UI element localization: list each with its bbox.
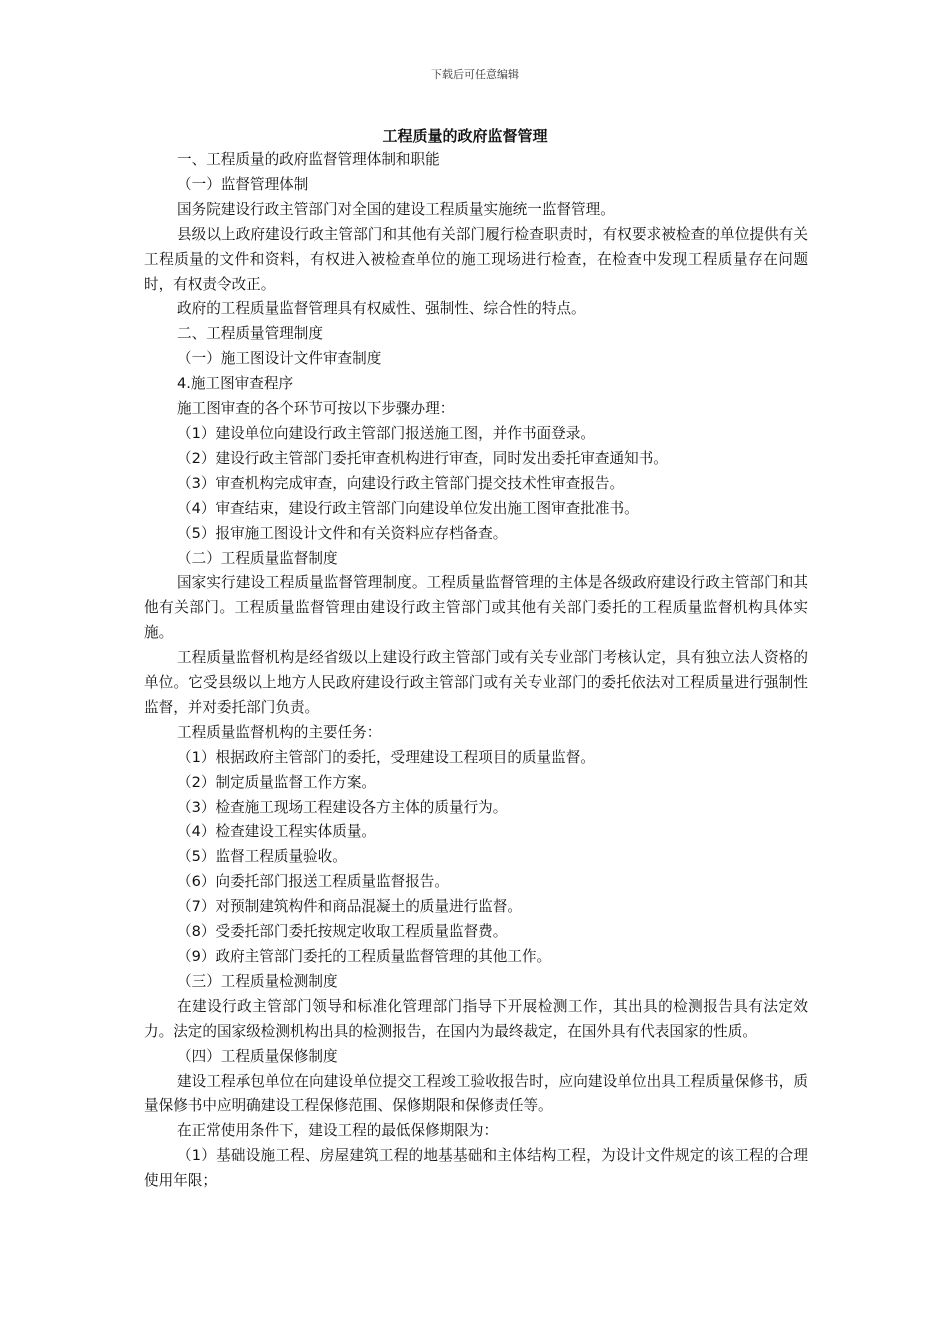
paragraph: 工程质量监督机构是经省级以上建设行政主管部门或有关专业部门考核认定，具有独立法人资格的单位。它受县级以上地方人民政府建设行政主管部门或有关专业部门的委托依法对工程质量进行强制性监督，并对委托部门负责。 xyxy=(144,649,808,716)
list-item: （1）基础设施工程、房屋建筑工程的地基基础和主体结构工程，为设计文件规定的该工程的合理使用年限； xyxy=(144,1147,808,1190)
subsection-heading: （一）施工图设计文件审查制度 xyxy=(177,350,382,368)
list-item: （2）制定质量监督工作方案。 xyxy=(177,773,377,791)
subsection-heading: （三）工程质量检测制度 xyxy=(177,972,338,990)
list-item: （8）受委托部门委托按规定收取工程质量监督费。 xyxy=(177,923,508,941)
section-heading: 二、工程质量管理制度 xyxy=(177,325,323,343)
item-heading: 4.施工图审查程序 xyxy=(177,375,294,393)
paragraph: 国家实行建设工程质量监督管理制度。工程质量监督管理的主体是各级政府建设行政主管部门和其他有关部门。工程质量监督管理由建设行政主管部门或其他有关部门委托的工程质量监督机构具体实施。 xyxy=(144,574,808,642)
header-note: 下载后可任意编辑 xyxy=(431,68,519,81)
paragraph: 在正常使用条件下，建设工程的最低保修期限为： xyxy=(177,1122,499,1140)
list-item: （4）检查建设工程实体质量。 xyxy=(177,823,377,841)
list-item: （5）监督工程质量验收。 xyxy=(177,848,347,866)
subsection-heading: （一）监督管理体制 xyxy=(177,175,309,193)
paragraph: 建设工程承包单位在向建设单位提交工程竣工验收报告时，应向建设单位出具工程质量保修书，质量保修书中应明确建设工程保修范围、保修期限和保修责任等。 xyxy=(144,1072,808,1115)
paragraph: 在建设行政主管部门领导和标准化管理部门指导下开展检测工作，其出具的检测报告具有法定效力。法定的国家级检测机构出具的检测报告，在国内为最终裁定，在国外具有代表国家的性质。 xyxy=(144,997,808,1040)
subsection-heading: （二）工程质量监督制度 xyxy=(177,549,338,567)
list-item: （6）向委托部门报送工程质量监督报告。 xyxy=(177,873,449,891)
list-item: （4）审查结束，建设行政主管部门向建设单位发出施工图审查批准书。 xyxy=(177,499,639,517)
paragraph: 工程质量监督机构的主要任务： xyxy=(177,723,382,741)
list-item: （3）检查施工现场工程建设各方主体的质量行为。 xyxy=(177,798,508,816)
subsection-heading: （四）工程质量保修制度 xyxy=(177,1047,338,1065)
list-item: （9）政府主管部门委托的工程质量监督管理的其他工作。 xyxy=(177,948,552,965)
list-item: （5）报审施工图设计文件和有关资料应存档备查。 xyxy=(177,524,508,542)
list-item: （1）建设单位向建设行政主管部门报送施工图，并作书面登录。 xyxy=(177,424,595,442)
paragraph: 政府的工程质量监督管理具有权威性、强制性、综合性的特点。 xyxy=(177,300,586,318)
paragraph: 县级以上政府建设行政主管部门和其他有关部门履行检查职责时，有权要求被检查的单位提供有关工程质量的文件和资料，有权进入被检查单位的施工现场进行检查，在检查中发现工程质量存在问题时，有权责令改正。 xyxy=(144,225,808,293)
paragraph: 国务院建设行政主管部门对全国的建设工程质量实施统一监督管理。 xyxy=(177,200,615,218)
document-body xyxy=(144,148,808,1194)
document-title: 工程质量的政府监督管理 xyxy=(382,127,548,145)
list-item: （3）审查机构完成审查，向建设行政主管部门提交技术性审查报告。 xyxy=(177,474,625,492)
list-item: （1）根据政府主管部门的委托，受理建设工程项目的质量监督。 xyxy=(177,748,595,766)
section-heading: 一、工程质量的政府监督管理体制和职能 xyxy=(177,151,440,168)
list-item: （7）对预制建筑构件和商品混凝土的质量进行监督。 xyxy=(177,898,522,916)
paragraph: 施工图审查的各个环节可按以下步骤办理： xyxy=(177,400,455,418)
list-item: （2）建设行政主管部门委托审查机构进行审查，同时发出委托审查通知书。 xyxy=(177,449,668,467)
